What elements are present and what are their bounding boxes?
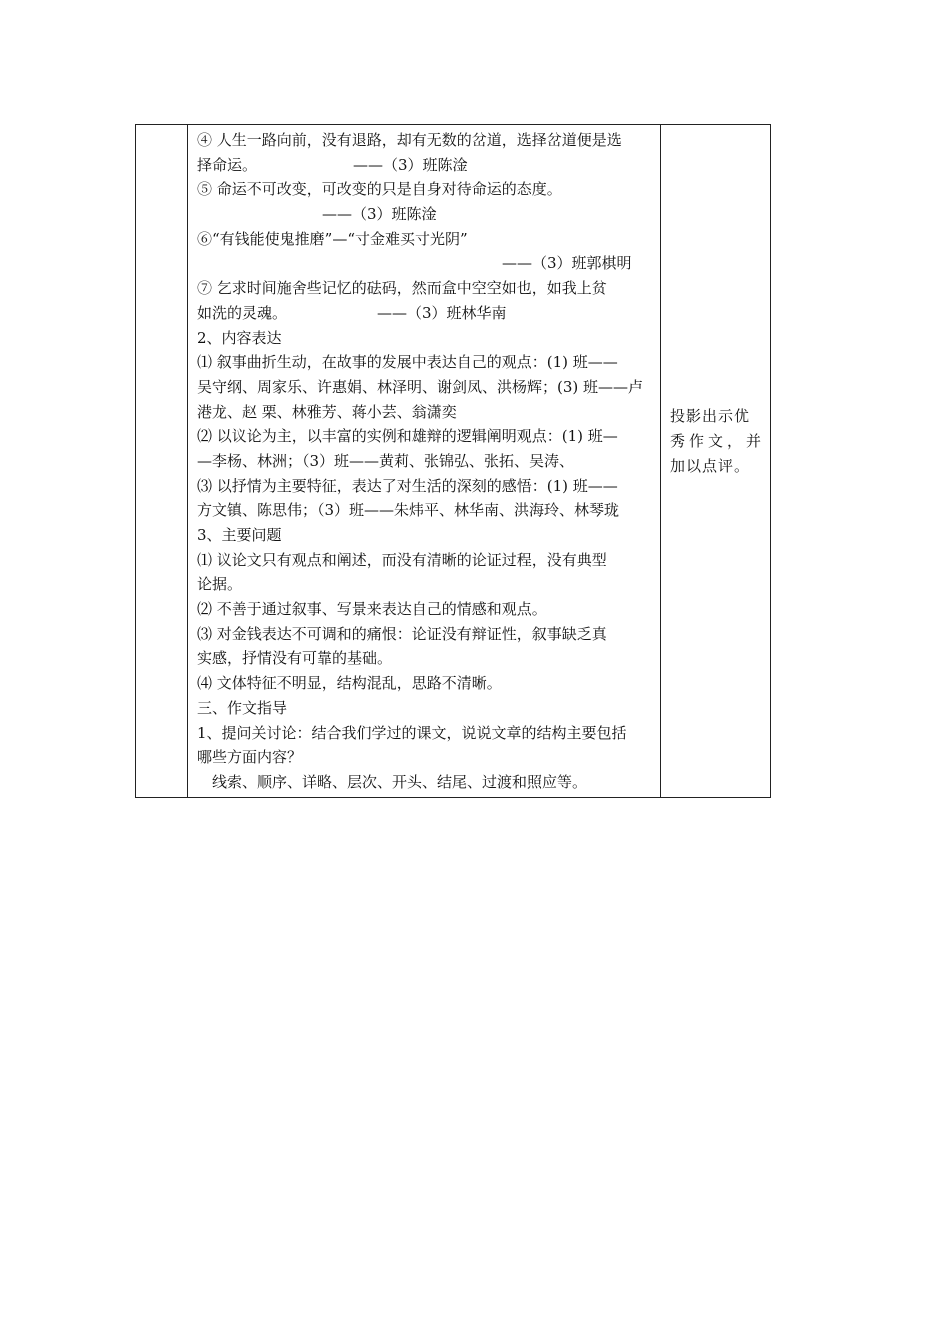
author-attribution: ——（3）班林华南 (377, 303, 507, 322)
left-cell (136, 125, 188, 798)
text-line: 方文镇、陈思伟；（3）班——朱炜平、林华南、洪海玲、林琴珑 (197, 501, 620, 520)
text-line: ⑵ 以议论为主，以丰富的实例和雄辩的逻辑阐明观点：(1) 班— (197, 427, 618, 446)
text-line: ⑦ 乞求时间施舍些记忆的砝码，然而盒中空空如也，如我上贫 (197, 279, 607, 298)
text-line: ⑷ 文体特征不明显，结构混乱，思路不清晰。 (197, 674, 502, 693)
text-line: 择命运。 ——（3）班陈淦 (197, 155, 468, 174)
text-line: 港龙、赵 栗、林雅芳、蒋小芸、翁潇奕 (197, 402, 457, 421)
text-line: ④ 人生一路向前，没有退路，却有无数的岔道，选择岔道便是选 (197, 131, 622, 149)
content-cell (188, 125, 661, 798)
text-line: ⑥“有钱能使鬼推磨”—“寸金难买寸光阴” (197, 229, 468, 248)
text-line: ⑶ 对金钱表达不可调和的痛恨：论证没有辩证性，叙事缺乏真 (197, 624, 607, 643)
table-row (136, 125, 771, 798)
author-attribution: ——（3）班陈淦 (322, 205, 437, 224)
text-line: ⑵ 不善于通过叙事、写景来表达自己的情感和观点。 (197, 600, 547, 619)
text-line: ⑤ 命运不可改变，可改变的只是自身对待命运的态度。 (197, 180, 562, 199)
text-line: 1、提问关讨论：结合我们学过的课文，说说文章的结构主要包括 (197, 723, 627, 742)
section-heading: 2、内容表达 (197, 328, 282, 347)
text-line: 论据。 (197, 575, 243, 594)
text-line: 哪些方面内容？ (197, 748, 303, 767)
text-line: 如洗的灵魂。 ——（3）班林华南 (197, 303, 507, 322)
text-line: 实感，抒情没有可靠的基础。 (197, 649, 393, 668)
section-heading: 三、作文指导 (197, 698, 288, 717)
lesson-table (135, 124, 771, 798)
section-heading: 3、主要问题 (197, 526, 282, 544)
note-line: 投影出示优 (670, 406, 751, 425)
note-line: 加以点评。 (670, 456, 751, 475)
note-line: 秀作文，并 (670, 431, 766, 450)
text-line (197, 251, 654, 276)
author-attribution: ——（3）班陈淦 (353, 155, 468, 174)
text-line: ⑶ 以抒情为主要特征，表达了对生活的深刻的感悟：(1) 班—— (197, 476, 618, 495)
text-line (197, 202, 654, 227)
text-line: 线索、顺序、详略、层次、开头、结尾、过渡和照应等。 (212, 772, 588, 791)
text-line: —李杨、林洲；（3）班——黄莉、张锦弘、张拓、吴涛、 (197, 451, 575, 470)
author-attribution: ——（3）班郭棋明 (502, 254, 632, 273)
text-line: ⑴ 叙事曲折生动，在故事的发展中表达自己的观点：(1) 班—— (197, 353, 618, 372)
text-line: ⑴ 议论文只有观点和阐述，而没有清晰的论证过程，没有典型 (197, 550, 607, 569)
notes-cell (661, 125, 771, 798)
text-line: 吴守纲、周家乐、许惠娟、林泽明、谢剑凤、洪杨辉；(3) 班——卢 (197, 377, 644, 396)
